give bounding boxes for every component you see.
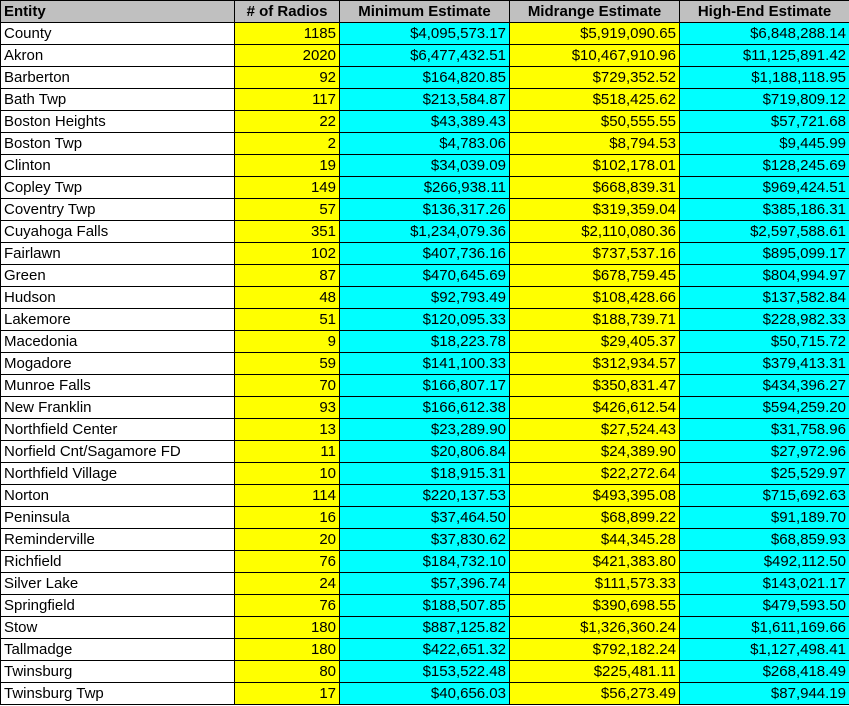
- table-row: [1, 133, 849, 155]
- high-end-estimate-cell[interactable]: $87,944.19: [680, 683, 849, 705]
- entity-cell[interactable]: Mogadore: [1, 353, 235, 375]
- table-row: [1, 397, 849, 419]
- table-row: [1, 89, 849, 111]
- radios-cell[interactable]: 76: [235, 551, 340, 573]
- radios-cell[interactable]: 102: [235, 243, 340, 265]
- high-end-estimate-cell[interactable]: $25,529.97: [680, 463, 849, 485]
- high-end-estimate-cell[interactable]: $9,445.99: [680, 133, 849, 155]
- radios-cell[interactable]: 20: [235, 529, 340, 551]
- table-row: [1, 551, 849, 573]
- radios-cell[interactable]: 76: [235, 595, 340, 617]
- entity-cell[interactable]: Twinsburg: [1, 661, 235, 683]
- table-body: [1, 23, 849, 705]
- entity-cell[interactable]: Cuyahoga Falls: [1, 221, 235, 243]
- high-end-estimate-cell[interactable]: $68,859.93: [680, 529, 849, 551]
- midrange-estimate-cell[interactable]: $737,537.16: [510, 243, 680, 265]
- entity-cell[interactable]: Barberton: [1, 67, 235, 89]
- minimum-estimate-cell[interactable]: $4,095,573.17: [340, 23, 510, 45]
- entity-cell[interactable]: Munroe Falls: [1, 375, 235, 397]
- radios-cell[interactable]: 117: [235, 89, 340, 111]
- entity-cell[interactable]: Fairlawn: [1, 243, 235, 265]
- high-end-estimate-cell[interactable]: $715,692.63: [680, 485, 849, 507]
- radios-cell[interactable]: 93: [235, 397, 340, 419]
- table-row: [1, 419, 849, 441]
- high-end-estimate-cell[interactable]: $804,994.97: [680, 265, 849, 287]
- entity-cell[interactable]: Stow: [1, 617, 235, 639]
- table-row: [1, 375, 849, 397]
- minimum-estimate-cell[interactable]: $20,806.84: [340, 441, 510, 463]
- entity-cell[interactable]: Coventry Twp: [1, 199, 235, 221]
- radios-cell[interactable]: 10: [235, 463, 340, 485]
- midrange-estimate-cell[interactable]: $792,182.24: [510, 639, 680, 661]
- radios-cell[interactable]: 24: [235, 573, 340, 595]
- minimum-estimate-cell[interactable]: $164,820.85: [340, 67, 510, 89]
- high-end-estimate-cell[interactable]: $2,597,588.61: [680, 221, 849, 243]
- entity-cell[interactable]: Boston Heights: [1, 111, 235, 133]
- midrange-estimate-cell[interactable]: $493,395.08: [510, 485, 680, 507]
- radios-cell[interactable]: 2: [235, 133, 340, 155]
- midrange-estimate-cell[interactable]: $5,919,090.65: [510, 23, 680, 45]
- entity-cell[interactable]: Lakemore: [1, 309, 235, 331]
- radios-cell[interactable]: 87: [235, 265, 340, 287]
- high-end-estimate-cell[interactable]: $1,127,498.41: [680, 639, 849, 661]
- high-end-estimate-cell[interactable]: $719,809.12: [680, 89, 849, 111]
- high-end-estimate-cell[interactable]: $11,125,891.42: [680, 45, 849, 67]
- high-end-estimate-cell[interactable]: $6,848,288.14: [680, 23, 849, 45]
- table-row: [1, 639, 849, 661]
- midrange-estimate-cell[interactable]: $518,425.62: [510, 89, 680, 111]
- high-end-estimate-cell[interactable]: $228,982.33: [680, 309, 849, 331]
- entity-cell[interactable]: County: [1, 23, 235, 45]
- entity-cell[interactable]: New Franklin: [1, 397, 235, 419]
- radios-cell[interactable]: 1185: [235, 23, 340, 45]
- midrange-estimate-cell[interactable]: $102,178.01: [510, 155, 680, 177]
- midrange-estimate-cell[interactable]: $10,467,910.96: [510, 45, 680, 67]
- entity-cell[interactable]: Macedonia: [1, 331, 235, 353]
- midrange-estimate-cell[interactable]: $44,345.28: [510, 529, 680, 551]
- table-row: [1, 155, 849, 177]
- radios-cell[interactable]: 149: [235, 177, 340, 199]
- minimum-estimate-cell[interactable]: $166,807.17: [340, 375, 510, 397]
- midrange-estimate-cell[interactable]: $668,839.31: [510, 177, 680, 199]
- midrange-estimate-cell[interactable]: $68,899.22: [510, 507, 680, 529]
- minimum-estimate-cell[interactable]: $4,783.06: [340, 133, 510, 155]
- radios-cell[interactable]: 92: [235, 67, 340, 89]
- minimum-estimate-cell[interactable]: $153,522.48: [340, 661, 510, 683]
- minimum-estimate-cell[interactable]: $887,125.82: [340, 617, 510, 639]
- high-end-estimate-cell[interactable]: $27,972.96: [680, 441, 849, 463]
- table-row: [1, 595, 849, 617]
- midrange-estimate-cell[interactable]: $188,739.71: [510, 309, 680, 331]
- minimum-estimate-cell[interactable]: $34,039.09: [340, 155, 510, 177]
- radios-cell[interactable]: 9: [235, 331, 340, 353]
- radios-cell[interactable]: 57: [235, 199, 340, 221]
- high-end-estimate-cell[interactable]: $268,418.49: [680, 661, 849, 683]
- midrange-estimate-cell[interactable]: $111,573.33: [510, 573, 680, 595]
- table-row: [1, 463, 849, 485]
- radios-cell[interactable]: 11: [235, 441, 340, 463]
- high-end-estimate-cell[interactable]: $479,593.50: [680, 595, 849, 617]
- radios-cell[interactable]: 59: [235, 353, 340, 375]
- table-row: [1, 221, 849, 243]
- entity-cell[interactable]: Norton: [1, 485, 235, 507]
- high-end-estimate-cell[interactable]: $128,245.69: [680, 155, 849, 177]
- midrange-estimate-cell[interactable]: $108,428.66: [510, 287, 680, 309]
- header-radios[interactable]: # of Radios: [235, 1, 340, 23]
- table-row: [1, 331, 849, 353]
- minimum-estimate-cell[interactable]: $184,732.10: [340, 551, 510, 573]
- radios-cell[interactable]: 114: [235, 485, 340, 507]
- midrange-estimate-cell[interactable]: $27,524.43: [510, 419, 680, 441]
- high-end-estimate-cell[interactable]: $969,424.51: [680, 177, 849, 199]
- minimum-estimate-cell[interactable]: $407,736.16: [340, 243, 510, 265]
- entity-cell[interactable]: Clinton: [1, 155, 235, 177]
- header-minimum-estimate[interactable]: Minimum Estimate: [340, 1, 510, 23]
- midrange-estimate-cell[interactable]: $22,272.64: [510, 463, 680, 485]
- entity-cell[interactable]: Norfield Cnt/Sagamore FD: [1, 441, 235, 463]
- minimum-estimate-cell[interactable]: $37,830.62: [340, 529, 510, 551]
- radios-cell[interactable]: 13: [235, 419, 340, 441]
- table-row: [1, 177, 849, 199]
- high-end-estimate-cell[interactable]: $379,413.31: [680, 353, 849, 375]
- radios-cell[interactable]: 70: [235, 375, 340, 397]
- table-row: [1, 199, 849, 221]
- header-entity[interactable]: Entity: [1, 1, 235, 23]
- high-end-estimate-cell[interactable]: $594,259.20: [680, 397, 849, 419]
- table-row: [1, 683, 849, 705]
- radios-cell[interactable]: 80: [235, 661, 340, 683]
- radios-cell[interactable]: 48: [235, 287, 340, 309]
- entity-cell[interactable]: Northfield Center: [1, 419, 235, 441]
- high-end-estimate-cell[interactable]: $91,189.70: [680, 507, 849, 529]
- table-row: [1, 617, 849, 639]
- high-end-estimate-cell[interactable]: $137,582.84: [680, 287, 849, 309]
- entity-cell[interactable]: Peninsula: [1, 507, 235, 529]
- midrange-estimate-cell[interactable]: $2,110,080.36: [510, 221, 680, 243]
- high-end-estimate-cell[interactable]: $1,188,118.95: [680, 67, 849, 89]
- midrange-estimate-cell[interactable]: $225,481.11: [510, 661, 680, 683]
- high-end-estimate-cell[interactable]: $143,021.17: [680, 573, 849, 595]
- minimum-estimate-cell[interactable]: $1,234,079.36: [340, 221, 510, 243]
- entity-cell[interactable]: Tallmadge: [1, 639, 235, 661]
- table-row: [1, 111, 849, 133]
- minimum-estimate-cell[interactable]: $18,223.78: [340, 331, 510, 353]
- table-row: [1, 243, 849, 265]
- high-end-estimate-cell[interactable]: $50,715.72: [680, 331, 849, 353]
- minimum-estimate-cell[interactable]: $43,389.43: [340, 111, 510, 133]
- entity-cell[interactable]: Copley Twp: [1, 177, 235, 199]
- entity-cell[interactable]: Richfield: [1, 551, 235, 573]
- table-row: [1, 573, 849, 595]
- minimum-estimate-cell[interactable]: $470,645.69: [340, 265, 510, 287]
- minimum-estimate-cell[interactable]: $57,396.74: [340, 573, 510, 595]
- entity-cell[interactable]: Hudson: [1, 287, 235, 309]
- entity-cell[interactable]: Green: [1, 265, 235, 287]
- midrange-estimate-cell[interactable]: $350,831.47: [510, 375, 680, 397]
- midrange-estimate-cell[interactable]: $426,612.54: [510, 397, 680, 419]
- midrange-estimate-cell[interactable]: $421,383.80: [510, 551, 680, 573]
- minimum-estimate-cell[interactable]: $188,507.85: [340, 595, 510, 617]
- minimum-estimate-cell[interactable]: $23,289.90: [340, 419, 510, 441]
- high-end-estimate-cell[interactable]: $385,186.31: [680, 199, 849, 221]
- midrange-estimate-cell[interactable]: $1,326,360.24: [510, 617, 680, 639]
- midrange-estimate-cell[interactable]: $50,555.55: [510, 111, 680, 133]
- minimum-estimate-cell[interactable]: $92,793.49: [340, 287, 510, 309]
- table-row: [1, 67, 849, 89]
- entity-cell[interactable]: Northfield Village: [1, 463, 235, 485]
- high-end-estimate-cell[interactable]: $57,721.68: [680, 111, 849, 133]
- table-row: [1, 661, 849, 683]
- high-end-estimate-cell[interactable]: $31,758.96: [680, 419, 849, 441]
- high-end-estimate-cell[interactable]: $895,099.17: [680, 243, 849, 265]
- table-row: [1, 353, 849, 375]
- table-row: [1, 265, 849, 287]
- minimum-estimate-cell[interactable]: $6,477,432.51: [340, 45, 510, 67]
- radios-cell[interactable]: 19: [235, 155, 340, 177]
- radios-cell[interactable]: 180: [235, 617, 340, 639]
- midrange-estimate-cell[interactable]: $678,759.45: [510, 265, 680, 287]
- radios-cell[interactable]: 22: [235, 111, 340, 133]
- radios-cell[interactable]: 17: [235, 683, 340, 705]
- minimum-estimate-cell[interactable]: $141,100.33: [340, 353, 510, 375]
- header-midrange-estimate[interactable]: Midrange Estimate: [510, 1, 680, 23]
- table-row: [1, 485, 849, 507]
- midrange-estimate-cell[interactable]: $729,352.52: [510, 67, 680, 89]
- entity-cell[interactable]: Akron: [1, 45, 235, 67]
- radios-cell[interactable]: 16: [235, 507, 340, 529]
- minimum-estimate-cell[interactable]: $220,137.53: [340, 485, 510, 507]
- table-row: [1, 441, 849, 463]
- table-row: [1, 529, 849, 551]
- minimum-estimate-cell[interactable]: $422,651.32: [340, 639, 510, 661]
- minimum-estimate-cell[interactable]: $166,612.38: [340, 397, 510, 419]
- midrange-estimate-cell[interactable]: $24,389.90: [510, 441, 680, 463]
- midrange-estimate-cell[interactable]: $319,359.04: [510, 199, 680, 221]
- minimum-estimate-cell[interactable]: $136,317.26: [340, 199, 510, 221]
- header-row: [1, 1, 849, 23]
- high-end-estimate-cell[interactable]: $434,396.27: [680, 375, 849, 397]
- radios-cell[interactable]: 2020: [235, 45, 340, 67]
- midrange-estimate-cell[interactable]: $8,794.53: [510, 133, 680, 155]
- table-row: [1, 507, 849, 529]
- entity-cell[interactable]: Reminderville: [1, 529, 235, 551]
- minimum-estimate-cell[interactable]: $213,584.87: [340, 89, 510, 111]
- minimum-estimate-cell[interactable]: $266,938.11: [340, 177, 510, 199]
- minimum-estimate-cell[interactable]: $120,095.33: [340, 309, 510, 331]
- header-high-end-estimate[interactable]: High-End Estimate: [680, 1, 849, 23]
- entity-cell[interactable]: Silver Lake: [1, 573, 235, 595]
- midrange-estimate-cell[interactable]: $29,405.37: [510, 331, 680, 353]
- high-end-estimate-cell[interactable]: $492,112.50: [680, 551, 849, 573]
- table-row: [1, 309, 849, 331]
- minimum-estimate-cell[interactable]: $37,464.50: [340, 507, 510, 529]
- minimum-estimate-cell[interactable]: $40,656.03: [340, 683, 510, 705]
- radios-cell[interactable]: 351: [235, 221, 340, 243]
- entity-cell[interactable]: Springfield: [1, 595, 235, 617]
- entity-cell[interactable]: Bath Twp: [1, 89, 235, 111]
- high-end-estimate-cell[interactable]: $1,611,169.66: [680, 617, 849, 639]
- midrange-estimate-cell[interactable]: $390,698.55: [510, 595, 680, 617]
- entity-cell[interactable]: Twinsburg Twp: [1, 683, 235, 705]
- entity-cell[interactable]: Boston Twp: [1, 133, 235, 155]
- radios-cell[interactable]: 51: [235, 309, 340, 331]
- table-row: [1, 23, 849, 45]
- table-row: [1, 45, 849, 67]
- minimum-estimate-cell[interactable]: $18,915.31: [340, 463, 510, 485]
- midrange-estimate-cell[interactable]: $312,934.57: [510, 353, 680, 375]
- radios-cell[interactable]: 180: [235, 639, 340, 661]
- midrange-estimate-cell[interactable]: $56,273.49: [510, 683, 680, 705]
- table-row: [1, 287, 849, 309]
